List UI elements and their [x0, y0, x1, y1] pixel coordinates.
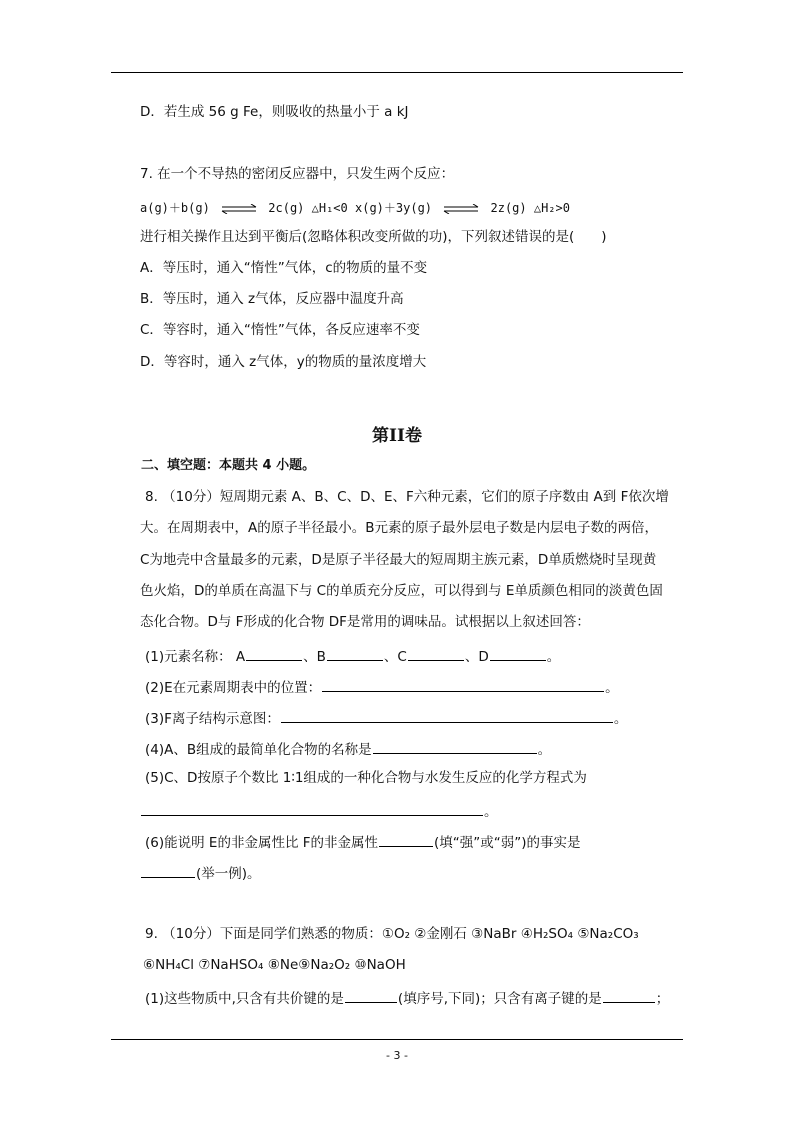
- q9-part-1-mid: (填序号,下同)；只含有离子键的是: [397, 991, 602, 1007]
- q7-equation: [140, 199, 570, 216]
- q8-part-6-line-1: [145, 834, 581, 851]
- q8-part-2-end: 。: [605, 680, 619, 696]
- answer-blank-strong-weak[interactable]: [379, 834, 433, 847]
- answer-blank-ionic[interactable]: [603, 990, 655, 1003]
- q8-stem-line-2: 大。在周期表中，A的原子半径最小。B元素的原子最外层电子数是内层电子数的两倍，: [140, 520, 658, 536]
- q8-part-1-end: 。: [546, 649, 561, 665]
- q7-stem: 7. 在一个不导热的密闭反应器中，只发生两个反应：: [140, 166, 455, 182]
- q6-option-d: D．若生成 56 g Fe，则吸收的热量小于 a kJ: [140, 104, 409, 120]
- eq-reactants-2: x(g)＋3y(g): [355, 201, 433, 215]
- q8-part-2-label: (2)E在元素周期表中的位置：: [145, 680, 322, 696]
- q8-part-3-end: 。: [613, 711, 628, 727]
- section-subtitle: 二、填空题：本题共 4 小题。: [141, 458, 316, 473]
- q8-part-1-b: 、B: [303, 649, 326, 665]
- q9-stem-line-1: 9. （10分）下面是同学们熟悉的物质：①O₂ ②金刚石 ③NaBr ④H₂SO₄ ⑤Na₂CO₃: [145, 926, 639, 942]
- answer-blank-covalent[interactable]: [345, 990, 397, 1003]
- answer-blank-d[interactable]: [490, 648, 546, 661]
- q8-part-6-label: (6)能说明 E的非金属性比 F的非金属性: [145, 835, 378, 851]
- answer-blank-b[interactable]: [327, 648, 383, 661]
- q8-part-5-line-1: (5)C、D按原子个数比 1∶1组成的一种化合物与水发生反应的化学方程式为: [145, 770, 587, 786]
- answer-blank-compound-name[interactable]: [373, 741, 537, 754]
- answer-blank-e-position[interactable]: [322, 679, 604, 692]
- q8-part-1-label: (1)元素名称： A: [145, 649, 246, 665]
- q9-stem-line-2: ⑥NH₄Cl ⑦NaHSO₄ ⑧Ne⑨Na₂O₂ ⑩NaOH: [143, 957, 406, 973]
- eq-products-2: 2z(g) △H₂>0: [490, 201, 570, 215]
- q8-part-2: [145, 679, 619, 696]
- eq-reactants-1: a(g)＋b(g): [140, 201, 210, 215]
- header-rule: [111, 72, 683, 73]
- q8-stem-line-4: 色火焰，D的单质在高温下与 C的单质充分反应，可以得到与 E单质颜色相同的淡黄色固: [140, 583, 663, 599]
- q8-part-4-end: 。: [537, 742, 552, 758]
- q8-part-5-end: 。: [484, 804, 498, 820]
- q9-part-1: [145, 990, 669, 1007]
- answer-blank-equation[interactable]: [141, 803, 483, 816]
- q7-option-b: B．等压时，通入 z气体，反应器中温度升高: [140, 291, 404, 307]
- q8-part-4: [145, 741, 551, 758]
- q8-part-6-line-2: [140, 865, 261, 882]
- q8-stem-line-1: 8. （10分）短周期元素 A、B、C、D、E、F六种元素，它们的原子序数由 A到 F依次增: [145, 489, 669, 505]
- q8-stem-line-3: C为地壳中含量最多的元素，D是原子半径最大的短周期主族元素，D单质燃烧时呈现黄: [140, 552, 657, 568]
- page-number: - 3 -: [386, 1049, 408, 1062]
- answer-blank-a[interactable]: [246, 648, 302, 661]
- q8-stem-line-5: 态化合物。D与 F形成的化合物 DF是常用的调味品。试根据以上叙述回答：: [140, 614, 590, 630]
- q8-part-1-c: 、C: [383, 649, 407, 665]
- answer-blank-f-ion-diagram[interactable]: [281, 710, 613, 723]
- q7-question: 进行相关操作且达到平衡后(忽略体积改变所做的功)，下列叙述错误的是( ): [140, 229, 607, 245]
- q7-option-a: A．等压时，通入“惰性”气体，c的物质的量不变: [140, 260, 428, 276]
- q8-part-4-label: (4)A、B组成的最简单化合物的名称是: [145, 742, 372, 758]
- eq-products-1: 2c(g) △H₁<0: [268, 201, 348, 215]
- equilibrium-arrow-icon: [443, 204, 479, 214]
- section-title: 第II卷: [372, 426, 422, 446]
- q8-part-1-d: 、D: [464, 649, 489, 665]
- q7-option-d: D．等容时，通入 z气体，y的物质的量浓度增大: [140, 354, 427, 370]
- q8-part-1: [145, 648, 560, 665]
- answer-blank-fact[interactable]: [141, 865, 195, 878]
- q8-part-3: [145, 710, 627, 727]
- footer-rule: [111, 1039, 683, 1040]
- q7-option-c: C．等容时，通入“惰性”气体，各反应速率不变: [140, 322, 420, 338]
- q8-part-3-label: (3)F离子结构示意图：: [145, 711, 280, 727]
- q8-part-5-line-2: [140, 803, 498, 820]
- equilibrium-arrow-icon: [221, 204, 257, 214]
- answer-blank-c[interactable]: [408, 648, 464, 661]
- q9-part-1-label: (1)这些物质中,只含有共价键的是: [145, 991, 344, 1007]
- q8-part-6-end: (举一例)。: [196, 866, 261, 882]
- q8-part-6-suffix: (填“强”或“弱”)的事实是: [434, 835, 581, 851]
- q9-part-1-end: ；: [655, 991, 670, 1007]
